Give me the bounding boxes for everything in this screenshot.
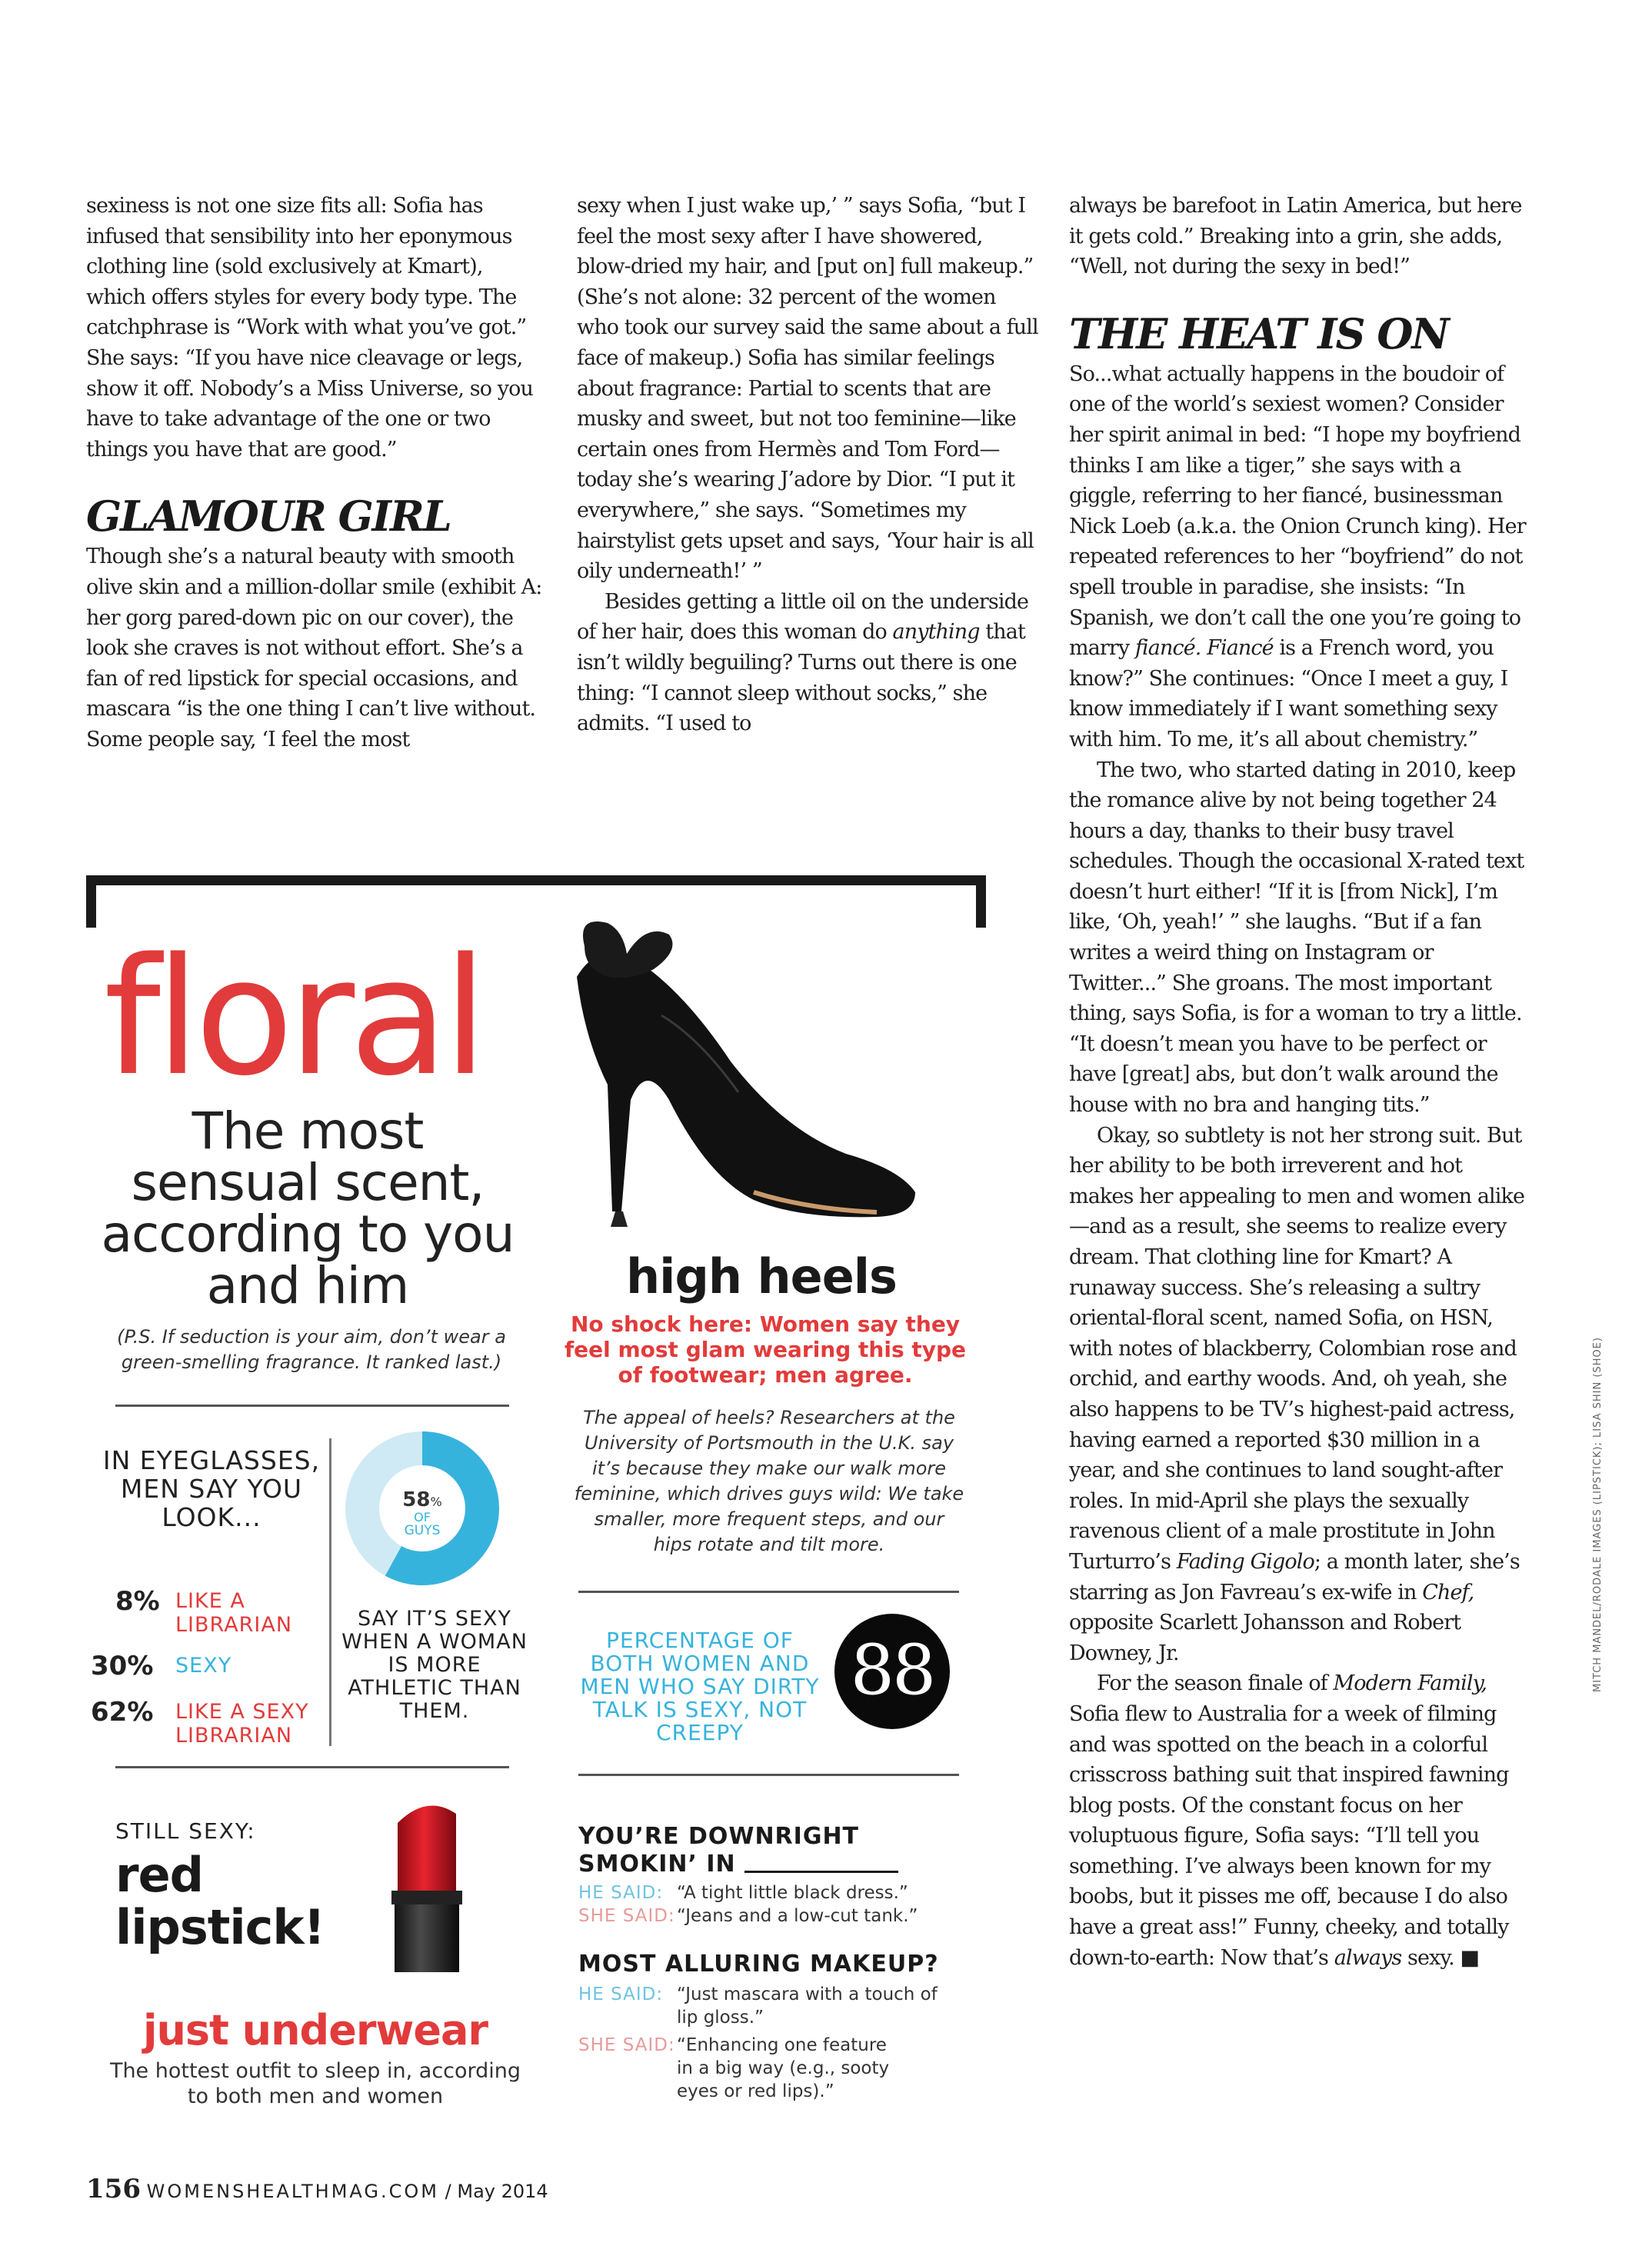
donut-of: OF xyxy=(414,1510,431,1525)
paragraph: So...what actually happens in the boudoir of one of the world’s sexiest women? Consider her spirit animal in bed: “I hope my boyfriend thinks I am like a tiger,” she says with a giggle, referring to her fiancé, businessman Nick Loeb (a.k.a. the Onion Crunch king). Her repeated references to her “boyfriend” do not spell trouble in paradise, she insists: “In Spanish, we don’t call the one you’re going to marry fiancé. Fiancé is a French word, you know?” She continues: “Once I meet a guy, I know immediately if I want something sexy with him. To me, it’s all about chemistry.” xyxy=(1069,362,1526,751)
divider xyxy=(578,1774,959,1776)
stat-label: LIKE A LIBRARIAN xyxy=(175,1589,293,1637)
still-sexy-kicker: STILL SEXY: xyxy=(115,1818,256,1844)
issue-date: May 2014 xyxy=(457,2181,548,2202)
stat-sexy xyxy=(91,1651,321,1681)
stat-percent: 30% xyxy=(91,1651,154,1681)
divider xyxy=(115,1405,509,1407)
article-column-1 xyxy=(86,191,548,755)
footer-separator: / xyxy=(445,2181,451,2202)
article-column-2 xyxy=(577,191,1038,739)
paragraph: Okay, so subtlety is not her strong suit. But her ability to be both irreverent and hot makes her appealing to men and women alike—and as a result, she seems to realize every dream. That clothing line for Kmart? A runaway success. She’s releasing a sultry oriental-floral scent, named Sofia, on HSN, with notes of blackberry, Colombian rose and orchid, and earthy woods. And, oh yeah, she also happens to be TV’s highest-paid actress, having earned a reported $30 million in a year, and she continues to land sought-after roles. In mid-April she plays the sexually ravenous client of a male prostitute in John Turturro’s Fading Gigolo; a month later, she’s starring as Jon Favreau’s ex-wife in Chef, opposite Scarlett Johansson and Robert Downey, Jr. xyxy=(1069,1123,1525,1665)
smokin-he-said: HE SAID: “A tight little black dress.” xyxy=(578,1883,908,1903)
divider xyxy=(115,1766,509,1768)
smokin-heading: YOU’RE DOWNRIGHT SMOKIN’ IN xyxy=(578,1823,917,1878)
stat-sexy-librarian xyxy=(91,1697,337,1751)
high-heels-subtitle: No shock here: Women say they feel most glam wearing this type of footwear; men agree. xyxy=(564,1311,967,1388)
paragraph: sexy when I just wake up,’ ” says Sofia, “but I feel the most sexy after I have showered, blow-dried my hair, and [put on] full makeup.” (She’s not alone: 32 percent of the women who took our survey said the same about a full face of makeup.) Sofia has similar feelings about fragrance: Partial to scents that are musky and sweet, but not too feminine—like certain ones from Hermès and Tom Ford—today she’s wearing J’adore by Dior. “I put it everywhere,” she says. “Sometimes my hairstylist gets upset and says, ‘Your hair is all oily underneath!’ ” xyxy=(577,194,1038,584)
article-column-3 xyxy=(1069,191,1530,1973)
paragraph: For the season finale of Modern Family, Sofia flew to Australia for a week of filming and was spotted on the beach in a colorful crisscross bathing suit that inspired fawning blog posts. Of the constant focus on her voluptuous figure, Sofia says: “I’ll tell you something. I’ve always been known for my boobs, but it pisses me off, because I do also have a great ass!” Funny, cheeky, and totally down-to-earth: Now that’s always sexy. ■ xyxy=(1069,1671,1509,1970)
section-heading-glamour-girl: GLAMOUR GIRL xyxy=(86,492,451,542)
stat-label: LIKE A SEXY LIBRARIAN xyxy=(175,1700,309,1748)
high-heels-title: high heels xyxy=(626,1248,897,1305)
stat-percent: 62% xyxy=(91,1697,154,1728)
vertical-divider xyxy=(329,1438,331,1746)
paragraph: The two, who started dating in 2010, keep the romance alive by not being together 24 hours a day, thanks to their busy travel schedules. Though the occasional X-rated text doesn’t hurt either! “If it is [from Nick], I’m like, ‘Oh, yeah!’ ” she laughs. “But if a fan writes a weird thing on Instagram or Twitter...” She groans. The most important thing, says Sofia, is for a woman to try a little. “It doesn’t mean you have to be perfect or have [great] abs, but don’t walk around the house with no bra and hanging tits.” xyxy=(1069,758,1524,1118)
stat-librarian xyxy=(115,1586,338,1640)
paragraph: Besides getting a little oil on the underside of her hair, does this woman do anything that isn’t wildly beguiling? Turns out there is one thing: “I cannot sleep without socks,” she admits. “I used to xyxy=(577,589,1029,736)
paragraph: sexiness is not one size fits all: Sofia has infused that sensibility into her eponymous clothing line (sold exclusively at Kmart), which offers styles for every body type. The catchphrase is “Work with what you’ve got.” She says: “If you have nice cleavage or legs, show it off. Nobody’s a Miss Universe, so you have to take advantage of the one or two things you have that are good.” xyxy=(86,194,533,462)
donut-percent-sign: % xyxy=(430,1495,442,1509)
page-footer xyxy=(86,2174,548,2204)
just-underwear-desc: The hottest outfit to sleep in, according to both men and women xyxy=(109,2059,521,2108)
photo-credit: MITCH MANDEL/RODALE IMAGES (LIPSTICK); LISA SHIN (SHOE) xyxy=(1592,1337,1604,1692)
donut-label xyxy=(345,1488,500,1538)
paragraph: Though she’s a natural beauty with smooth olive skin and a million-dollar smile (exhibit A: her gorg pared-down pic on our cover), the look she craves is not without effort. She’s a fan of red lipstick for special occasions, and mascara “is the one thing I can’t live without. Some people say, ‘I feel the most xyxy=(86,545,542,751)
end-mark: ■ xyxy=(1460,1945,1480,1970)
divider xyxy=(578,1591,959,1593)
dirty-talk-number: 88 xyxy=(850,1630,934,1711)
donut-percent: 58 xyxy=(402,1488,431,1511)
paragraph: always be barefoot in Latin America, but here it gets cold.” Breaking into a grin, she adds, “Well, not during the sexy in bed!” xyxy=(1069,194,1522,279)
high-heels-body: The appeal of heels? Researchers at the University of Portsmouth in the U.K. say it’s because they make our walk more feminine, which drives guys wild: We take smaller, more frequent steps, and our hips rotate and tilt more. xyxy=(574,1407,964,1555)
red-lipstick-title: red lipstick! xyxy=(115,1847,325,1955)
dirty-talk-text: PERCENTAGE OF BOTH WOMEN AND MEN WHO SAY DIRTY TALK IS SEXY, NOT CREEPY xyxy=(580,1628,820,1745)
smokin-she-said: SHE SAID: “Jeans and a low-cut tank.” xyxy=(578,1906,918,1926)
floral-headline: floral xyxy=(104,923,483,1111)
athletic-caption: SAY IT’S SEXY WHEN A WOMAN IS MORE ATHLETIC THAN THEM. xyxy=(341,1607,528,1723)
makeup-heading: MOST ALLURING MAKEUP? xyxy=(578,1951,939,1978)
page-number: 156 xyxy=(86,2174,141,2204)
floral-subtitle: The most sensual scent, according to you and him xyxy=(101,1101,515,1315)
high-heel-shoe-image xyxy=(554,908,954,1238)
lipstick-image xyxy=(350,1792,504,1977)
makeup-she-said: SHE SAID: “Enhancing one feature in a big way (e.g., sooty eyes or red lips).” xyxy=(578,2035,890,2101)
eyeglasses-title: IN EYEGLASSES, MEN SAY YOU LOOK... xyxy=(102,1445,321,1532)
section-heading-heat-is-on: THE HEAT IS ON xyxy=(1069,308,1448,358)
just-underwear-title: just underwear xyxy=(142,2006,488,2054)
site-name: WOMENSHEALTHMAG.COM xyxy=(146,2181,439,2202)
stat-percent: 8% xyxy=(115,1586,160,1617)
donut-guys: GUYS xyxy=(404,1523,441,1538)
makeup-he-said: HE SAID: “Just mascara with a touch of lip gloss.” xyxy=(578,1984,938,2028)
floral-note: (P.S. If seduction is your aim, don’t wear a green-smelling fragrance. It ranked last.) xyxy=(117,1326,506,1373)
blank-line xyxy=(744,1871,898,1873)
stat-label: SEXY xyxy=(175,1654,232,1678)
